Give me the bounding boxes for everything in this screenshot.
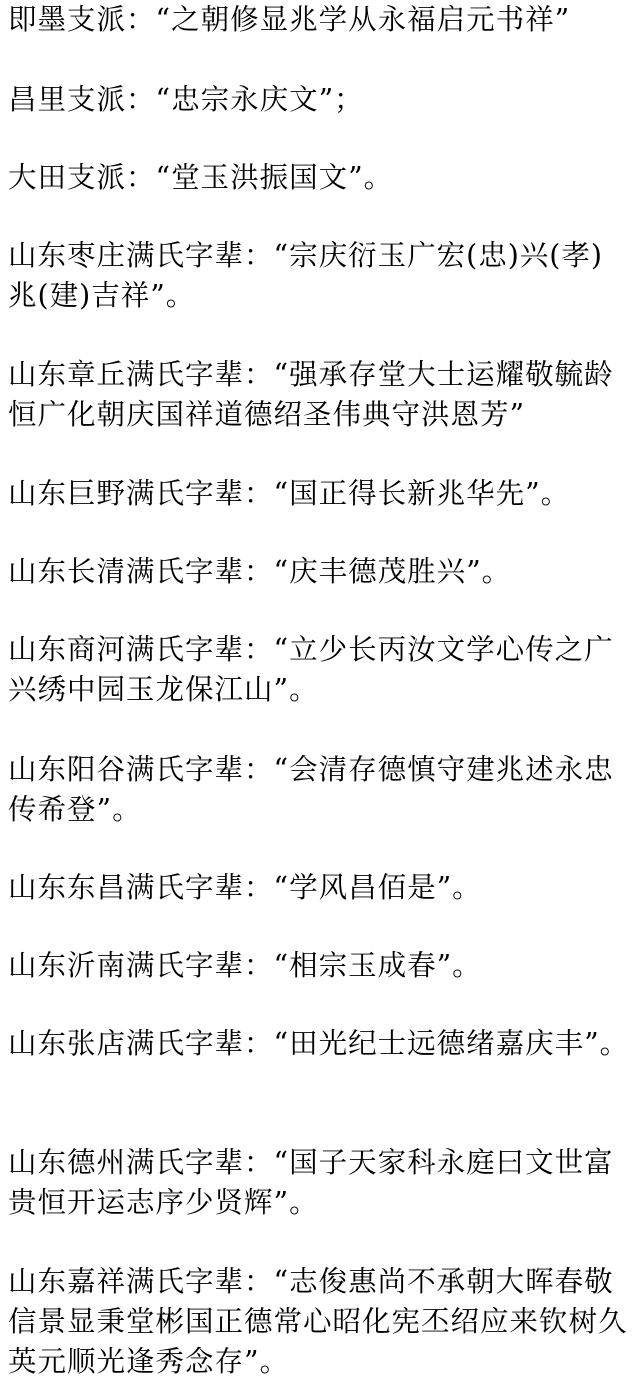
paragraph-yinan: 山东沂南满氏字辈：“相宗玉成春”。 — [8, 949, 482, 982]
paragraph-dezhou: 山东德州满氏字辈：“国子天家科永庭曰文世富贵恒开运志序少贤辉”。 — [8, 1146, 614, 1219]
paragraph-changli: 昌里支派：“忠宗永庆文”； — [8, 83, 364, 116]
paragraph-zhangqiu: 山东章丘满氏字辈：“强承存堂大士运耀敬毓龄恒广化朝庆国祥道德绍圣伟典守洪恩芳” — [8, 358, 614, 431]
paragraph-zhangdian: 山东张店满氏字辈：“田光纪士远德绪嘉庆丰”。 — [8, 1027, 630, 1060]
paragraph-dongchang: 山东东昌满氏字辈：“学风昌佰是”。 — [8, 871, 482, 904]
paragraph-jiaxiang: 山东嘉祥满氏字辈：“志俊惠尚不承朝大晖春敬信景显秉堂彬国正德常心昭化宪丕绍应来钦树久英元顺光逢秀念存”。 — [8, 1265, 628, 1378]
paragraph-shanghe: 山东商河满氏字辈：“立少长丙汝文学心传之广兴绣中园玉龙保江山”。 — [8, 633, 614, 706]
paragraph-datian: 大田支派：“堂玉洪振国文”。 — [8, 161, 394, 194]
paragraph-juye: 山东巨野满氏字辈：“国正得长新兆华先”。 — [8, 477, 571, 510]
paragraph-jimo: 即墨支派：“之朝修显兆学从永福启元书祥” — [8, 3, 571, 36]
paragraph-yanggu: 山东阳谷满氏字辈：“会清存德慎守建兆述永忠传希登”。 — [8, 753, 614, 826]
paragraph-changqing: 山东长清满氏字辈：“庆丰德茂胜兴”。 — [8, 555, 512, 588]
paragraph-zaozhuang: 山东枣庄满氏字辈：“宗庆衍玉广宏(忠)兴(孝)兆(建)吉祥”。 — [8, 239, 604, 312]
